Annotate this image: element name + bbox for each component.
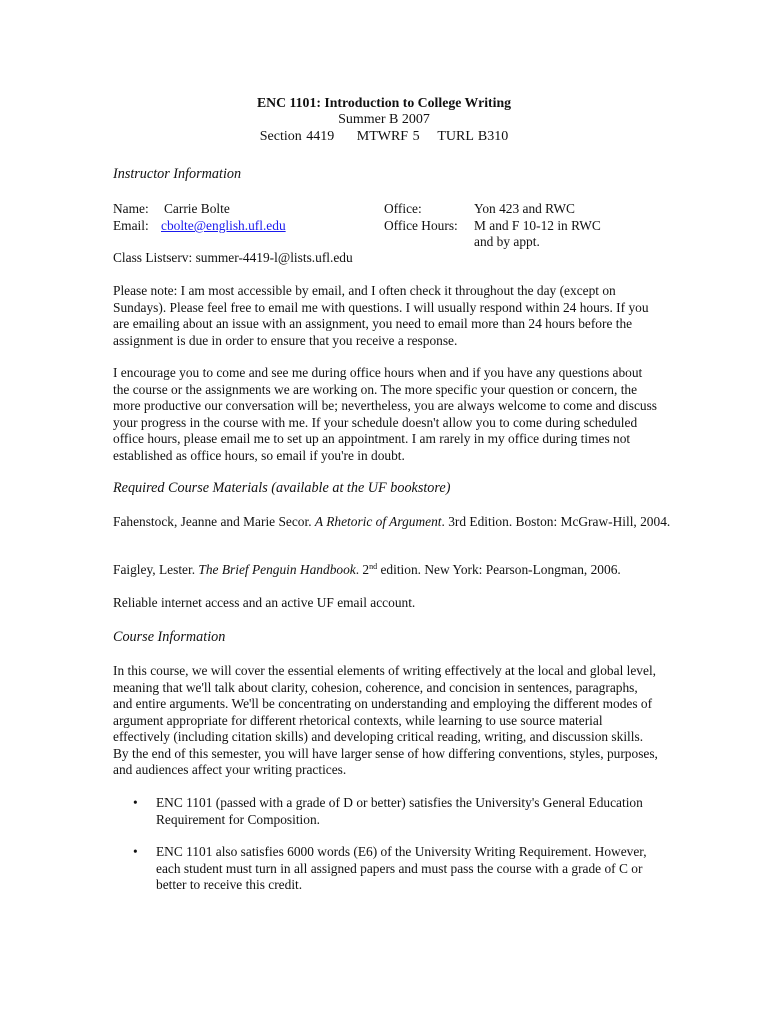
internet-requirement: Reliable internet access and an active UF email account. (113, 595, 416, 610)
office-hours-appt: and by appt. (474, 234, 540, 249)
bullet-icon: • (133, 795, 138, 810)
course-title: ENC 1101: Introduction to College Writing (256, 95, 512, 110)
email-link[interactable]: cbolte@english.ufl.edu (161, 218, 286, 233)
email-note-paragraph: Please note: I am most accessible by email, and I often check it throughout the day (except on Sundays). Please feel free to email me with questions. I will usually respond within 24 hours. If you are emailing about an issue with an assignment, you need to email more than 24 hours before the assignment is due in order to ensure that you receive a response. (113, 283, 649, 348)
instructor-heading: Instructor Information (113, 166, 242, 182)
email-label: Email: (113, 218, 149, 233)
office-hours-label: Office Hours: (384, 218, 458, 233)
office-hours-paragraph: I encourage you to come and see me during office hours when and if you have any questions about the course or the assignments we are working on. The more specific your question or concern, the more productive our conversation will be; nevertheless, you are always welcome to come and discuss your progress in the course with me. If your schedule doesn't allow you to come during scheduled office hours, please email me to set up an appointment. I am rarely in my office during times not established as office hours, so email if you're in doubt. (113, 365, 658, 463)
course-description-paragraph: In this course, we will cover the essential elements of writing effectively at the local and global level, meaning that we'll talk about clarity, cohesion, coherence, and concision in sentences, paragraphs, and entire arguments. We'll be concentrating on understanding and employing the different modes of argument appropriate for different rhetorical contexts, while learning to use source material effectively (including citation skills) and developing critical reading, writing, and discussion skills. By the end of this semester, you will have larger sense of how differing conventions, styles, purposes, and audiences affect your writing practices. (113, 663, 658, 777)
materials-heading: Required Course Materials (available at the UF bookstore) (113, 480, 451, 496)
book-title: A Rhetoric of Argument (314, 514, 442, 529)
course-info-heading: Course Information (113, 629, 226, 645)
book-rhetoric-of-argument: Fahenstock, Jeanne and Marie Secor. A Rhetoric of Argument. 3rd Edition. Boston: McGraw-Hill, 2004. (113, 514, 671, 529)
name-value: Carrie Bolte (164, 201, 230, 216)
bullet-icon: • (133, 844, 138, 859)
book-penguin-handbook: Faigley, Lester. The Brief Penguin Handbook. 2nd edition. New York: Pearson-Longman, 2006. (113, 562, 621, 577)
requirements-list (113, 795, 658, 894)
office-label: Office: (384, 201, 422, 216)
class-listserv: Class Listserv: summer-4419-l@lists.ufl.edu (113, 250, 353, 265)
list-item: • ENC 1101 (passed with a grade of D or better) satisfies the University's General Education Requirement for Composition. (133, 795, 643, 827)
course-section: Section 4419 MTWRF 5 TURL B310 (259, 129, 509, 144)
book-title: The Brief Penguin Handbook (198, 562, 356, 577)
course-term: Summer B 2007 (338, 112, 430, 127)
office-hours-value: M and F 10-12 in RWC (474, 218, 601, 233)
office-value: Yon 423 and RWC (474, 201, 575, 216)
name-label: Name: (113, 201, 149, 216)
list-item: • ENC 1101 also satisfies 6000 words (E6) of the University Writing Requirement. However, each student must turn in all assigned papers and must pass the course with a grade of C or better to receive this credit. (133, 844, 647, 892)
